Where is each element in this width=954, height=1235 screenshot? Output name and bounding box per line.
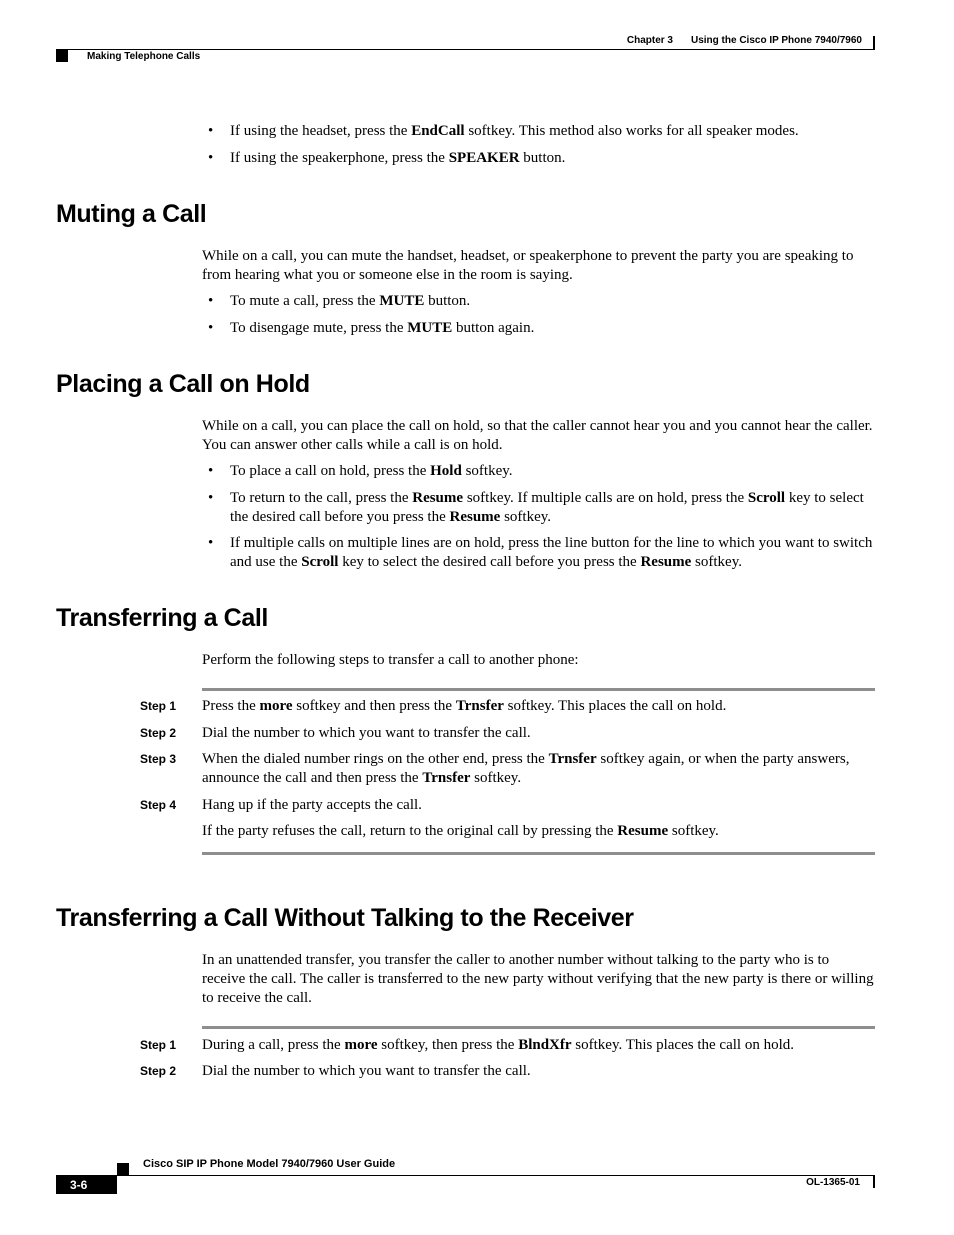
section-heading-hold: Placing a Call on Hold xyxy=(56,370,310,398)
list-item: • If using the headset, press the EndCall softkey. This method also works for all speaker modes. xyxy=(202,122,876,141)
step-note: If the party refuses the call, return to the original call by pressing the Resume softkey. xyxy=(202,823,719,839)
chapter-title: Using the Cisco IP Phone 7940/7960 xyxy=(691,35,862,46)
footer-marker xyxy=(117,1163,129,1175)
section-heading-transfer: Transferring a Call xyxy=(56,604,268,632)
step-text: Hang up if the party accepts the call. xyxy=(202,797,422,813)
step-label: Step 2 xyxy=(140,1064,177,1078)
step-label: Step 1 xyxy=(140,699,177,713)
step-text: Dial the number to which you want to transfer the call. xyxy=(202,725,531,741)
header-marker xyxy=(56,50,68,62)
chapter-number: Chapter 3 xyxy=(626,35,673,46)
list-item: • To disengage mute, press the MUTE button again. xyxy=(202,319,876,338)
step-text: Press the more softkey and then press the Trnsfer softkey. This places the call on hold. xyxy=(202,698,727,714)
procedure-top-rule xyxy=(202,688,875,691)
list-item: • If using the speakerphone, press the SPEAKER button. xyxy=(202,149,876,168)
step-text: When the dialed number rings on the other end, press the Trnsfer softkey again, or when the party answers, announce the call and then press the Trnsfer softkey. xyxy=(202,751,850,786)
step-label: Step 2 xyxy=(140,726,177,740)
transfer-paragraph: Perform the following steps to transfer a call to another phone: xyxy=(202,652,579,668)
running-header-section: Making Telephone Calls xyxy=(87,51,201,62)
procedure-top-rule xyxy=(202,1026,875,1029)
header-rule xyxy=(56,49,874,50)
list-item: • To place a call on hold, press the Hold softkey. xyxy=(202,462,876,481)
step-label: Step 1 xyxy=(140,1038,177,1052)
footer-rule xyxy=(56,1175,874,1176)
step-label: Step 3 xyxy=(140,752,177,766)
procedure-bottom-rule xyxy=(202,852,875,855)
hold-paragraph: While on a call, you can place the call on hold, so that the caller cannot hear you and you cannot hear the caller. You can answer other calls while a call is on hold. xyxy=(202,418,873,453)
step-text: Dial the number to which you want to transfer the call. xyxy=(202,1063,531,1079)
footer-tick xyxy=(873,1175,875,1188)
list-item: • If multiple calls on multiple lines are on hold, press the line button for the line to which you want to switch and use the Scroll key to select the desired call before you press the Resume softkey. xyxy=(202,534,876,572)
footer-guide-title: Cisco SIP IP Phone Model 7940/7960 User Guide xyxy=(143,1158,396,1170)
section-heading-blind-transfer: Transferring a Call Without Talking to the Receiver xyxy=(56,904,634,932)
muting-paragraph: While on a call, you can mute the handset, headset, or speakerphone to prevent the party you are speaking to from hearing what you or someone else in the room is saying. xyxy=(202,248,854,283)
running-header-chapter xyxy=(627,35,862,46)
header-tick xyxy=(873,36,875,50)
step-text: During a call, press the more softkey, then press the BlndXfr softkey. This places the call on hold. xyxy=(202,1037,794,1053)
page-number: 3-6 xyxy=(70,1178,88,1192)
list-item: • To mute a call, press the MUTE button. xyxy=(202,292,876,311)
step-label: Step 4 xyxy=(140,798,177,812)
section-heading-muting: Muting a Call xyxy=(56,200,207,228)
footer-doc-number: OL-1365-01 xyxy=(806,1177,860,1188)
blind-transfer-paragraph: In an unattended transfer, you transfer the caller to another number without talking to the party who is to receive the call. The caller is transferred to the new party without verifying that the new party is there or willing to receive the call. xyxy=(202,952,874,1006)
list-item: • To return to the call, press the Resume softkey. If multiple calls are on hold, press the Scroll key to select the desired call before you press the Resume softkey. xyxy=(202,489,876,527)
